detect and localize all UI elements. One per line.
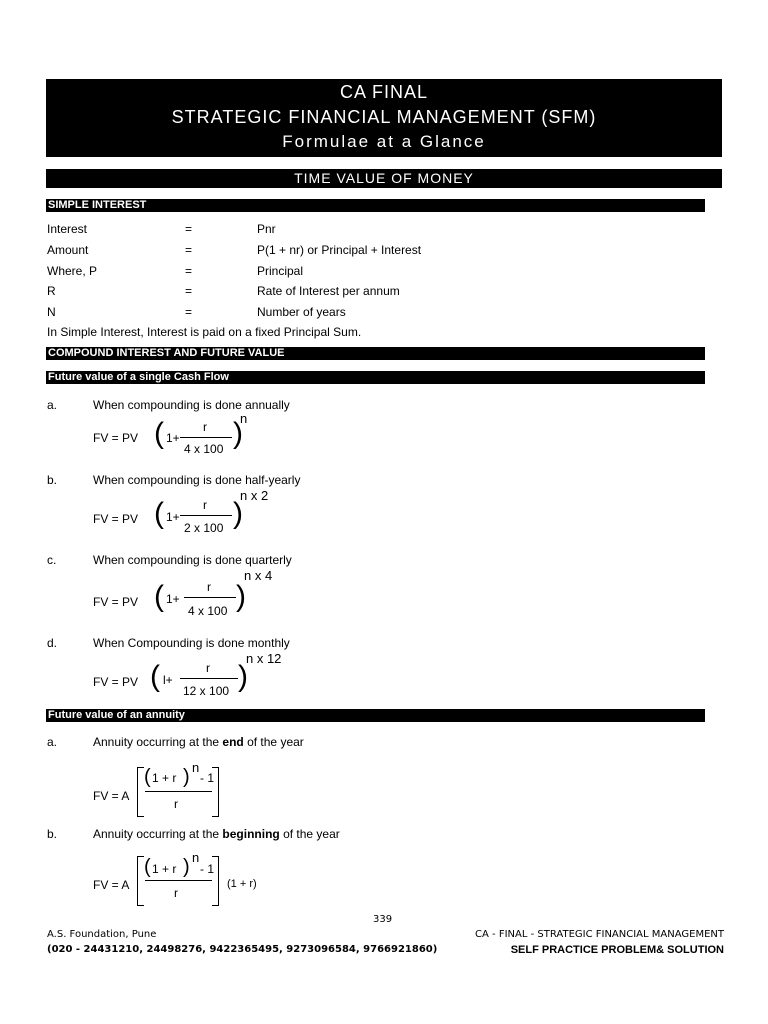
paren-close-d: ) [238, 660, 248, 693]
paren-close-c: ) [236, 580, 246, 613]
fv-label-b: FV = PV [93, 512, 139, 526]
annuity-a-letter: a. [47, 735, 58, 749]
annuity-den-b: r [174, 886, 178, 900]
num-inner-a: 1 + r [152, 771, 177, 785]
den-a: 4 x 100 [184, 442, 224, 456]
one-plus-d: l+ [163, 673, 173, 687]
si-term-4: N [47, 305, 56, 319]
inner-paren-close-a: ) [183, 766, 190, 788]
title-line-1: CA FINAL [339, 82, 429, 102]
annuity-fv-label-a: FV = A [93, 789, 130, 803]
title-banner [46, 79, 722, 157]
annuity-minus-b: - 1 [200, 862, 215, 876]
fv-label-a: FV = PV [93, 431, 139, 445]
inner-paren-open-b: ( [144, 856, 151, 878]
si-term-1: Amount [47, 243, 89, 257]
exp-a: n [240, 411, 248, 426]
annuity-bar-a [145, 791, 212, 792]
page-number: 339 [373, 914, 393, 925]
exp-b: n x 2 [240, 488, 269, 503]
si-term-0: Interest [47, 222, 88, 236]
si-term-2: Where, P [47, 264, 98, 278]
one-plus-c: 1+ [166, 592, 180, 606]
paren-open-c: ( [154, 580, 164, 613]
title-line-2: STRATEGIC FINANCIAL MANAGEMENT (SFM) [171, 107, 597, 127]
si-def-2: Principal [257, 264, 304, 278]
annuity-minus-a: - 1 [200, 771, 215, 785]
inner-paren-open-a: ( [144, 766, 151, 788]
single-cashflow-heading: Future value of a single Cash Flow [46, 371, 705, 384]
item-b-letter: b. [47, 473, 58, 487]
footer-right-1: CA - FINAL - STRATEGIC FINANCIAL MANAGEMENT [475, 929, 724, 940]
den-c: 4 x 100 [188, 604, 228, 618]
bracket-open-a [137, 767, 144, 817]
den-d: 12 x 100 [183, 684, 230, 698]
si-term-3: R [47, 284, 56, 298]
annuity-den-a: r [174, 797, 178, 811]
si-eq-4: = [185, 305, 193, 319]
si-def-4: Number of years [257, 305, 346, 319]
footer-left-1: A.S. Foundation, Pune [47, 929, 157, 940]
num-a: r [203, 420, 207, 434]
paren-open-b: ( [154, 497, 164, 530]
item-a-text: When compounding is done annually [93, 398, 290, 412]
one-plus-b: 1+ [166, 510, 180, 524]
item-d-letter: d. [47, 636, 58, 650]
item-c-letter: c. [47, 553, 57, 567]
exp-c: n x 4 [244, 568, 273, 583]
fv-label-d: FV = PV [93, 675, 139, 689]
bracket-close-b [212, 856, 219, 906]
paren-open-d: ( [150, 660, 160, 693]
den-b: 2 x 100 [184, 521, 224, 535]
annuity-suffix: (1 + r) [227, 878, 257, 890]
paren-close-b: ) [233, 497, 243, 530]
si-note: In Simple Interest, Interest is paid on a fixed Principal Sum. [47, 325, 362, 339]
si-def-1: P(1 + nr) or Principal + Interest [257, 243, 422, 257]
fraction-bar-d [180, 678, 238, 679]
si-eq-2: = [185, 264, 193, 278]
compound-heading: COMPOUND INTEREST AND FUTURE VALUE [46, 347, 705, 360]
item-b-text: When compounding is done half-yearly [93, 473, 301, 487]
title-line-3: Formulae at a Glance [282, 132, 486, 151]
footer-right-2: SELF PRACTICE PROBLEM& SOLUTION [510, 944, 724, 956]
si-eq-1: = [185, 243, 193, 257]
annuity-heading: Future value of an annuity [46, 709, 705, 722]
section-title: TIME VALUE OF MONEY [46, 169, 722, 188]
item-c-text: When compounding is done quarterly [93, 553, 292, 567]
num-inner-b: 1 + r [152, 862, 177, 876]
annuity-bar-b [145, 880, 212, 881]
annuity-exp-b: n [192, 850, 200, 865]
annuity-exp-a: n [192, 760, 200, 775]
footer-left-2: (020 - 24431210, 24498276, 9422365495, 9273096584, 9766921860) [47, 944, 438, 955]
one-plus-a: 1+ [166, 431, 180, 445]
si-eq-3: = [185, 284, 193, 298]
item-d-text: When Compounding is done monthly [93, 636, 290, 650]
bracket-open-b [137, 856, 144, 906]
fraction-bar-c [184, 597, 236, 598]
bracket-close-a [212, 767, 219, 817]
annuity-b-text: Annuity occurring at the beginning of the year [93, 827, 340, 841]
fraction-bar-a [180, 437, 232, 438]
si-eq-0: = [185, 222, 193, 236]
si-def-0: Pnr [257, 222, 276, 236]
num-b: r [203, 498, 207, 512]
num-d: r [206, 661, 210, 675]
fraction-bar-b [180, 515, 232, 516]
paren-open-a: ( [154, 417, 164, 450]
annuity-b-letter: b. [47, 827, 58, 841]
annuity-fv-label-b: FV = A [93, 878, 130, 892]
num-c: r [207, 580, 211, 594]
simple-interest-heading: SIMPLE INTEREST [46, 199, 705, 212]
paren-close-a: ) [233, 417, 243, 450]
inner-paren-close-b: ) [183, 856, 190, 878]
fv-label-c: FV = PV [93, 595, 139, 609]
si-def-3: Rate of Interest per annum [257, 284, 400, 298]
item-a-letter: a. [47, 398, 58, 412]
exp-d: n x 12 [246, 651, 282, 666]
annuity-a-text: Annuity occurring at the end of the year [93, 735, 304, 749]
